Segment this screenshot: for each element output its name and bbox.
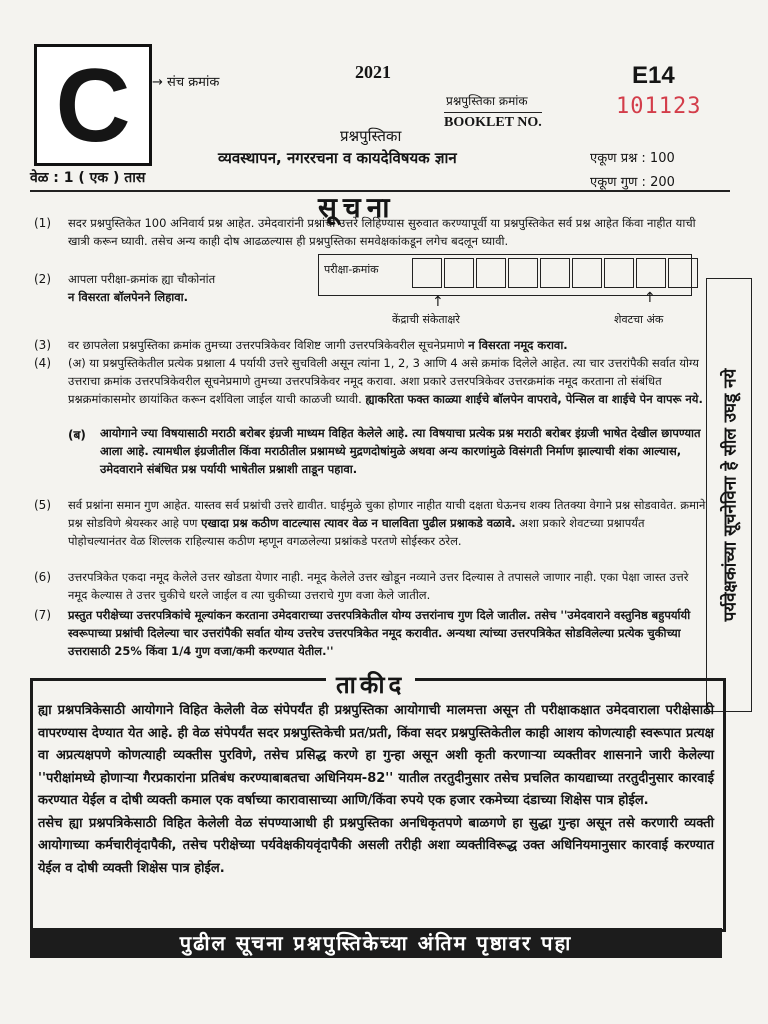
up-arrow-icon: ↑ (432, 294, 444, 310)
instruction-number: (1) (34, 216, 51, 230)
paper-code: E14 (632, 62, 675, 89)
instruction-3-plain: वर छापलेला प्रश्नपुस्तिका क्रमांक तुमच्या उत्तरपत्रिकेवर विशिष्ट जागी उत्तरपत्रिकेवरील सूचनेप्रमाणे (68, 338, 465, 352)
last-digit-label: शेवटचा अंक (614, 313, 664, 326)
instruction-5-plain-2: अशा प्रकारे शेवटच्या प्रश्नापर्यंत पोहोचल्यानंतर वेळ शिल्लक राहिल्यास कठीण म्हणून वगळलेल्या प्रश्नांकडे परतणे सोईस्कर ठरेल. (68, 516, 645, 548)
footer-banner: पुढील सूचना प्रश्नपुस्तिकेच्या अंतिम पृष्ठावर पहा (30, 928, 722, 958)
exam-number-label: परीक्षा-क्रमांक (324, 263, 379, 276)
exam-number-cell[interactable] (668, 258, 698, 288)
instruction-4a-plain: (अ) या प्रश्नपुस्तिकेतील प्रत्येक प्रश्नाला 4 पर्यायी उत्तरे सुचविली असून त्यांना 1, 2, 3 आणि 4 असे क्रमांक दिलेले आहेत. त्या चार उत्तरांपैकी सर्वात योग्य उत्तराचा क्रमांक उत्तरपत्रिकेवरील सूचनेप्रमाणे तुमच्या उत्तरपत्रिकेवर नमूद करावा. अशा प्रकारे उत्तरपत्रिकेवर उत्तरक्रमांक नमूद करताना तो संबंधित प्रश्नक्रमांकासमोर छायांकित करून दर्शविला जाईल याची काळजी घ्यावी. (68, 356, 699, 406)
exam-number-cell[interactable] (636, 258, 666, 288)
warning-paragraph-1: ह्या प्रश्नपत्रिकेसाठी आयोगाने विहित केलेली वेळ संपेपर्यंत ही प्रश्नपुस्तिका आयोगाची मालमत्ता असून ती परीक्षाकक्षात उमेदवाराला परीक्षेसाठी वापरण्यास देण्यात येत आहे. ही वेळ संपेपर्यंत सदर प्रश्नपुस्तिकेची प्रत/प्रती, किंवा सदर प्रश्नपुस्तिकेतील काही आशय कोणत्याही स्वरूपात प्रत्यक्ष वा अप्रत्यक्षपणे कोणत्याही व्यक्तीस पुरविणे, तसेच प्रसिद्ध करणे हा गुन्हा असून अशी कृती करणाऱ्या व्यक्तीवर शासनाने जारी केलेल्या ''परीक्षांमध्ये होणाऱ्या गैरप्रकारांना प्रतिबंध करण्याबाबतचा अधिनियम-82'' यातील तरतुदीनुसार तसेच प्रचलित कायद्याच्या तरतुदीनुसार कारवाई करण्यात येईल व दोषी व्यक्ती कमाल एक वर्षाच्या कारावासाच्या आणि/किंवा रुपये एक हजार रकमेच्या दंडाच्या शिक्षेस पात्र होईल. (38, 703, 714, 808)
instruction-number: (3) (34, 338, 51, 352)
set-letter: C (55, 48, 131, 164)
seal-note: पर्यवेक्षकांच्या सूचनेविना हे सील उघडू नये (720, 368, 741, 622)
instruction-6-text: उत्तरपत्रिकेत एकदा नमूद केलेले उत्तर खोडता येणार नाही. नमूद केलेले उत्तर खोडून नव्याने उत्तर दिल्यास ते तपासले जाणार नाही. एका पेक्षा जास्त उत्तरे नमूद केल्यास ते उत्तर चुकीचे धरले जाईल व त्या चुकीच्या उत्तराचे गुण वजा केले जातील. (68, 570, 689, 602)
instruction-number: (6) (34, 570, 51, 584)
warning-paragraph-2: तसेच ह्या प्रश्नपत्रिकेसाठी विहित केलेली वेळ संपण्याआधी ही प्रश्नपुस्तिका अनधिकृतपणे बाळगणे हा सुद्धा गुन्हा असून तसे करणारी व्यक्ती आयोगाच्या कर्मचारीवृंदापैकी, तसेच परीक्षेच्या पर्यवेक्षकीयवृंदापैकी असली तरीही अशा व्यक्तीविरूद्ध उक्त अधिनियमानुसार कारवाई करण्यात येईल व दोषी व्यक्ती शिक्षेस पात्र होईल. (38, 815, 714, 876)
exam-number-cell[interactable] (540, 258, 570, 288)
subject-title: व्यवस्थापन, नगररचना व कायदेविषयक ज्ञान (218, 149, 457, 167)
exam-number-cell[interactable] (572, 258, 602, 288)
instruction-5-plain: सर्व प्रश्नांना समान गुण आहेत. यास्तव सर्व प्रश्नांची उत्तरे द्यावीत. घाईमुळे चुका होणार नाहीत याची दक्षता घेऊनच शक्य तितक्या वेगाने प्रश्न सोडवावेत. क्रमाने प्रश्न सोडविणे श्रेयस्कर आहे पण (68, 498, 706, 530)
seal-note-box (706, 278, 752, 712)
instruction-number: (4) (34, 356, 51, 370)
exam-number-cells[interactable] (412, 258, 700, 288)
total-questions: एकूण प्रश्न : 100 (590, 151, 675, 166)
instruction-4a-bold: ह्याकरिता फक्त काळ्या शाईचे बॉलपेन वापरावे, पेन्सिल वा शाईचे पेन वापरू नये. (365, 392, 703, 406)
instruction-7-text: प्रस्तुत परीक्षेच्या उत्तरपत्रिकांचे मूल्यांकन करताना उमेदवाराच्या उत्तरपत्रिकेतील योग्य उत्तरांनाच गुण दिले जातील. तसेच ''उमेदवाराने वस्तुनिष्ठ बहुपर्यायी स्वरूपाच्या प्रश्नांची दिलेल्या चार उत्तरांपैकी सर्वात योग्य उत्तरेच उत्तरपत्रिकेत नमूद करावीत. अन्यथा त्यांच्या उत्तरपत्रिकेत सोडविलेल्या प्रत्येक चुकीच्या उत्तरासाठी 25% किंवा 1/4 गुण वजा/कमी करण्यात येतील.'' (68, 608, 691, 658)
instruction-number: (5) (34, 498, 51, 512)
up-arrow-icon: ↑ (644, 290, 656, 306)
booklet-number-label-marathi: प्रश्नपुस्तिका क्रमांक (446, 94, 528, 108)
sanch-kramank-label: → संच क्रमांक (152, 75, 220, 90)
instruction-2-bold: न विसरता बॉलपेनने लिहावा. (68, 290, 189, 304)
exam-year: 2021 (355, 62, 391, 82)
total-marks: एकूण गुण : 200 (590, 175, 675, 190)
instruction-3-text (68, 336, 708, 354)
exam-number-cell[interactable] (444, 258, 474, 288)
instruction-4b-text: आयोगाने ज्या विषयासाठी मराठी बरोबर इंग्रजी माध्यम विहित केलेले आहे. त्या विषयाचा प्रत्येक प्रश्न मराठी बरोबर इंग्रजी भाषेत देखील छापण्यात आला आहे. त्यामधील इंग्रजीतील किंवा मराठीतील प्रश्नामध्ये मुद्रणदोषांमुळे अथवा अन्य कारणांमुळे विसंगती निर्माण झाल्याची शंका आल्यास, उमेदवाराने संबंधित प्रश्न पर्यायी भाषेतील प्रश्नाशी ताडून पहावा. (100, 426, 701, 476)
exam-time: वेळ : 1 ( एक ) तास (30, 170, 146, 186)
instruction-5-text (68, 496, 706, 550)
exam-number-cell[interactable] (508, 258, 538, 288)
instruction-2-text (68, 270, 308, 306)
exam-number-cell[interactable] (412, 258, 442, 288)
warning-text (38, 700, 714, 880)
set-letter-box (34, 44, 152, 166)
instruction-4a-text (68, 354, 704, 408)
instruction-2-plain: आपला परीक्षा-क्रमांक ह्या चौकोनांत (68, 272, 216, 286)
centre-code-label: केंद्राची संकेताक्षरे (392, 313, 460, 326)
exam-number-cell[interactable] (604, 258, 634, 288)
instruction-number: (ब) (68, 428, 86, 442)
exam-number-cell[interactable] (476, 258, 506, 288)
page-title: प्रश्नपुस्तिका (340, 127, 402, 145)
instruction-1-text: सदर प्रश्नपुस्तिकेत 100 अनिवार्य प्रश्न आहेत. उमेदवारांनी प्रश्नांची उत्तरे लिहिण्यास सुरुवात करण्यापूर्वी या प्रश्नपुस्तिकेत सर्व प्रश्न आहेत किंवा नाहीत याची खात्री करून घ्यावी. तसेच अन्य काही दोष आढळल्यास ही प्रश्नपुस्तिका समवेक्षकांकडून लगेच बदलून घ्यावी. (68, 216, 696, 248)
instruction-5-bold: एखादा प्रश्न कठीण वाटल्यास त्यावर वेळ न घालविता पुढील प्रश्नाकडे वळावे. (201, 516, 516, 530)
booklet-number-label: BOOKLET NO. (444, 112, 542, 131)
warning-title: ताकीद (326, 668, 415, 701)
instructions-heading: सूचना (318, 191, 396, 224)
instruction-3-bold: न विसरता नमूद करावा. (468, 338, 568, 352)
booklet-serial-number: 101123 (616, 94, 702, 119)
instruction-number: (7) (34, 608, 51, 622)
instruction-number: (2) (34, 272, 51, 286)
